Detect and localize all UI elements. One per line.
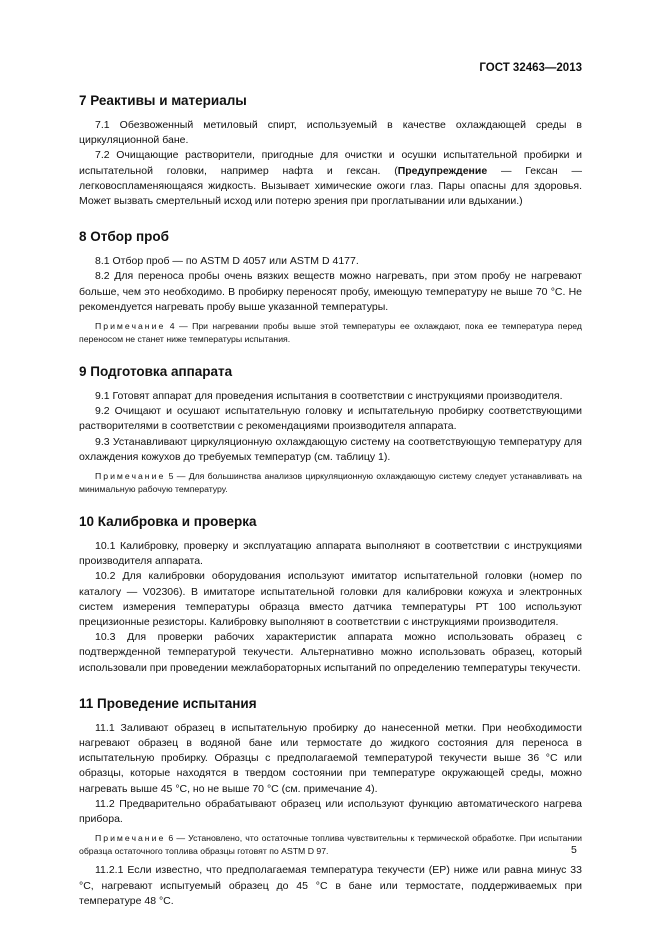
section-10: [79, 514, 582, 676]
paragraph-text: 7.2 Очищающие растворители, пригодные для очистки и осушки испытательной пробирки и испытательной головки, например нафта и гексан. (: [79, 149, 582, 177]
paragraph: 7.1 Обезвоженный метиловый спирт, используемый в качестве охлаждающей среды в циркуляционной бане.: [79, 119, 582, 147]
section-7: [79, 93, 582, 209]
paragraph: 9.2 Очищают и осушают испытательную головку и испытательную пробирку соответствующими растворителями в соответствии с рекомендациями производителя аппарата.: [79, 405, 582, 433]
paragraph: 10.1 Калибровку, проверку и эксплуатацию аппарата выполняют в соответствии с инструкциями производителя аппарата.: [79, 540, 582, 568]
paragraph: 10.2 Для калибровки оборудования используют имитатор испытательной головки (номер по каталогу — V02306). В имитаторе испытательной головки для калибровки кожуха и электронных систем измерения температуры образца вместо датчика температуры РТ 100 используют прецизионные резисторы. Калибровку выполняют в соответствии с инструкциями производителя.: [79, 570, 582, 629]
note-label: Примечание: [95, 471, 166, 482]
section-title: 8 Отбор проб: [79, 229, 169, 245]
note: [79, 470, 582, 496]
paragraph-text: — Гексан — легковоспламеняющаяся жидкость. Вызывает химические ожоги глаз. Пары опасны для здоровья. Может вызвать смертельный исход или потерю зрения при проглатывании или вдыхании.): [79, 164, 582, 208]
page-content: [79, 88, 582, 909]
paragraph: 9.3 Устанавливают циркуляционную охлаждающую систему на соответствующую температуру для охлаждения кожухов до требуемых температур (см. таблицу 1).: [79, 435, 582, 463]
paragraph: 11.2 Предварительно обрабатывают образец или используют функцию автоматического нагрева прибора.: [79, 797, 582, 826]
section-title: 11 Проведение испытания: [79, 695, 257, 711]
note: [79, 832, 582, 858]
paragraph: 9.1 Готовят аппарат для проведения испытания в соответствии с инструкциями производителя.: [95, 390, 563, 403]
paragraph: 10.3 Для проверки рабочих характеристик аппарата можно использовать образец с подтвержденной температурой текучести. Альтернативно можно использовать образец, который использовали при проведении межлабораторных испытаний по определению температуры текучести.: [79, 631, 582, 674]
note: [79, 320, 582, 346]
document-header: ГОСТ 32463—2013: [479, 62, 582, 74]
note-text: 6 — Установлено, что остаточные топлива чувствительны к термической обработке. При испытании образца остаточного топлива образцы готовят по ASTM D 97.: [79, 833, 582, 857]
section-title: 7 Реактивы и материалы: [79, 93, 247, 108]
warning-label: Предупреждение: [397, 164, 488, 177]
section-8: [79, 229, 582, 346]
section-title: 10 Калибровка и проверка: [79, 514, 257, 530]
note-label: Примечание: [95, 321, 166, 332]
page-number: 5: [571, 844, 577, 856]
paragraph: 8.2 Для переноса пробы очень вязких веществ можно нагревать, при этом пробу не нагревают больше, чем это необходимо. В пробирку переносят пробу, имеющую температуру не выше 70 °С. Не рекомендуется нагревать пробу выше указанной температуры.: [79, 270, 582, 313]
paragraph: 11.1 Заливают образец в испытательную пробирку до нанесенной метки. При необходимости нагревают образец в водяной бане или термостате до жидкого состояния для переноса в испытательную пробирку. Образцы с предполагаемой температурой текучести выше 36 °С или образцы, которые находятся в твердом состоянии при температуре окружающей среды, можно нагревать выше 45 °С, но не выше 70 °С (см. примечание 4).: [79, 721, 582, 795]
paragraph: [79, 148, 582, 209]
note-label: Примечание: [95, 833, 166, 844]
paragraph: 11.2.1 Если известно, что предполагаемая температура текучести (ЕР) ниже или равна минус 33 °С, нагревают испытуемый образец до 45 °С в бане или термостате, поддерживаемых при температуре 48 °С.: [79, 864, 582, 907]
note-text: 5 — Для большинства анализов циркуляционную охлаждающую систему следует устанавливать на минимальную рабочую температуру.: [79, 471, 582, 495]
note-text: 4 — При нагревании пробы выше этой температуры ее охлаждают, пока ее температура перед переносом не станет ниже температуры испытания.: [79, 321, 582, 345]
section-11: [79, 696, 582, 909]
section-title: 9 Подготовка аппарата: [79, 364, 233, 380]
section-9: [79, 364, 582, 496]
paragraph: 8.1 Отбор проб — по ASTM D 4057 или ASTM D 4177.: [95, 255, 359, 268]
